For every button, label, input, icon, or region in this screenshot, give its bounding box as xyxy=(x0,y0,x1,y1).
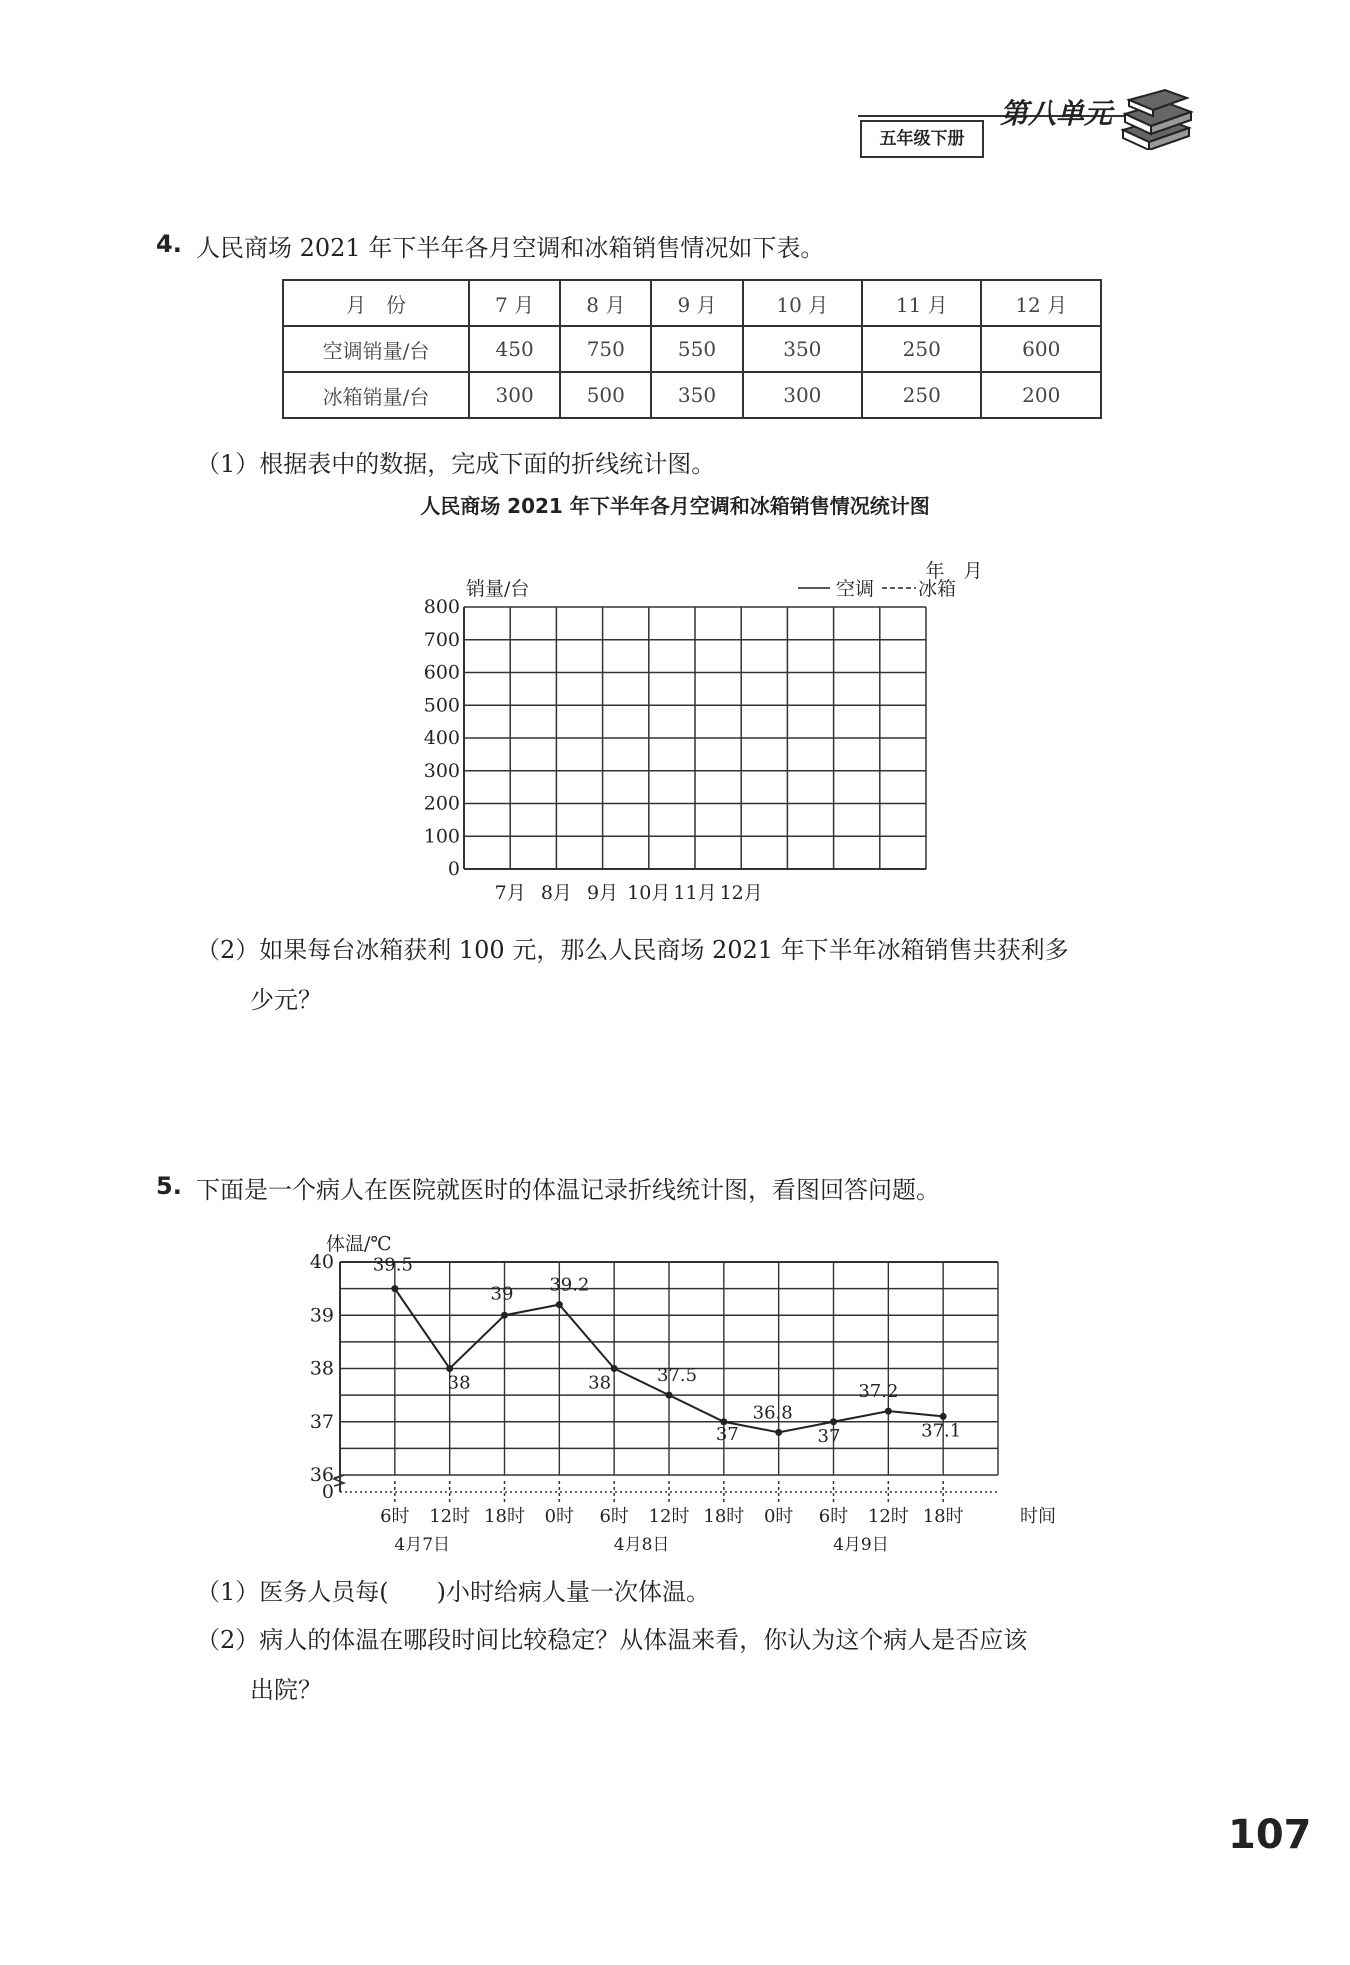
y-tick-label: 39 xyxy=(309,1304,334,1327)
x-tick-label: 0时 xyxy=(544,1506,575,1527)
data-label: 39.5 xyxy=(372,1254,413,1276)
x-tick-label: 0时 xyxy=(763,1506,794,1527)
table-row xyxy=(283,326,1101,372)
q5-sub2-line1: （2）病人的体温在哪段时间比较稳定？从体温来看，你认为这个病人是否应该 xyxy=(196,1626,1028,1654)
data-label: 37 xyxy=(715,1423,739,1445)
data-point xyxy=(830,1418,837,1425)
x-tick-label: 6时 xyxy=(380,1506,410,1527)
table-cell: 8 月 xyxy=(560,280,651,326)
x-tick-label: 11月 xyxy=(673,882,717,904)
legend-label-refrigerator: 冰箱 xyxy=(918,578,957,600)
y-tick-label: 38 xyxy=(309,1357,334,1380)
table-cell: 250 xyxy=(862,326,981,372)
q5-number: 5. xyxy=(156,1172,182,1200)
chart-title: 人民商场 2021 年下半年各月空调和冰箱销售情况统计图 xyxy=(420,494,930,518)
day-label: 4月8日 xyxy=(613,1535,670,1555)
page-number: 107 xyxy=(1228,1812,1312,1858)
data-label: 37.1 xyxy=(921,1420,962,1442)
data-label: 36.8 xyxy=(752,1402,793,1424)
legend-label-air-conditioner: 空调 xyxy=(836,578,875,600)
q5-sub2-line2: 出院？ xyxy=(250,1676,322,1704)
table-cell: 350 xyxy=(743,326,862,372)
table-cell: 600 xyxy=(981,326,1101,372)
data-point xyxy=(556,1301,563,1308)
table-cell: 10 月 xyxy=(743,280,862,326)
y-tick-label: 200 xyxy=(423,792,460,815)
q4-sub1: （1）根据表中的数据，完成下面的折线统计图。 xyxy=(196,450,716,478)
q5-sub1: （1）医务人员每( )小时给病人量一次体温。 xyxy=(196,1578,710,1606)
table-cell: 12 月 xyxy=(981,280,1101,326)
x-tick-label: 12月 xyxy=(719,882,763,904)
y-tick-label: 700 xyxy=(423,628,460,651)
header-unit-title: 第八单元 xyxy=(1000,97,1113,130)
x-tick-label: 7月 xyxy=(494,882,526,904)
q4-sub2-line2: 少元？ xyxy=(250,986,322,1014)
table-cell: 冰箱销量/台 xyxy=(283,372,469,418)
data-label: 37.2 xyxy=(858,1381,899,1403)
x-tick-label: 18时 xyxy=(484,1506,525,1527)
table-cell: 250 xyxy=(862,372,981,418)
books-icon xyxy=(1115,88,1195,150)
q5-text: 下面是一个病人在医院就医时的体温记录折线统计图，看图回答问题。 xyxy=(196,1176,940,1204)
table-cell: 300 xyxy=(469,372,560,418)
table-cell: 550 xyxy=(651,326,742,372)
y-tick-label: 0 xyxy=(321,1481,334,1503)
y-axis-label: 销量/台 xyxy=(466,578,530,600)
table-header-row xyxy=(283,280,1101,326)
y-axis-label: 体温/℃ xyxy=(326,1233,392,1255)
y-tick-label: 300 xyxy=(423,759,460,782)
data-point xyxy=(666,1392,673,1399)
temperature-line-chart xyxy=(280,1222,1060,1572)
x-tick-label: 8月 xyxy=(540,882,572,904)
x-tick-label: 6时 xyxy=(599,1506,629,1527)
y-tick-label: 0 xyxy=(447,858,460,880)
data-label: 38 xyxy=(588,1372,612,1394)
date-label: 年 月 xyxy=(925,560,983,582)
y-tick-label: 40 xyxy=(309,1251,334,1273)
y-tick-label: 800 xyxy=(423,596,460,618)
y-tick-label: 600 xyxy=(423,661,460,684)
data-point xyxy=(885,1408,892,1415)
q4-text: 人民商场 2021 年下半年各月空调和冰箱销售情况如下表。 xyxy=(196,234,825,262)
day-label: 4月7日 xyxy=(394,1535,451,1555)
table-cell: 350 xyxy=(651,372,742,418)
table-cell: 9 月 xyxy=(651,280,742,326)
data-label: 39.2 xyxy=(549,1274,590,1296)
table-cell: 450 xyxy=(469,326,560,372)
x-tick-label: 9月 xyxy=(587,882,619,904)
sales-line-chart xyxy=(400,535,1000,905)
y-tick-label: 37 xyxy=(309,1410,334,1433)
q4-sub2-line1: （2）如果每台冰箱获利 100 元，那么人民商场 2021 年下半年冰箱销售共获利多 xyxy=(196,936,1069,964)
data-label: 37 xyxy=(817,1425,841,1447)
sales-table xyxy=(282,279,1102,419)
table-cell: 300 xyxy=(743,372,862,418)
day-label: 4月9日 xyxy=(833,1535,889,1555)
y-tick-label: 400 xyxy=(423,727,460,749)
data-label: 37.5 xyxy=(657,1365,698,1387)
x-tick-label: 12时 xyxy=(429,1506,471,1527)
data-point xyxy=(446,1365,453,1372)
x-tick-label: 12时 xyxy=(648,1506,690,1527)
table-cell: 200 xyxy=(981,372,1101,418)
table-cell: 空调销量/台 xyxy=(283,326,469,372)
data-point xyxy=(501,1312,508,1319)
y-tick-label: 500 xyxy=(423,694,460,717)
table-cell: 月 份 xyxy=(283,280,469,326)
table-cell: 750 xyxy=(560,326,651,372)
x-tick-label: 10月 xyxy=(627,882,671,904)
x-tick-label: 18时 xyxy=(703,1506,745,1527)
data-point xyxy=(611,1365,618,1372)
data-point xyxy=(940,1413,947,1420)
x-tick-label: 6时 xyxy=(818,1506,849,1527)
table-row xyxy=(283,372,1101,418)
y-tick-label: 36 xyxy=(309,1464,334,1486)
x-tick-label: 18时 xyxy=(922,1506,964,1527)
data-point xyxy=(391,1285,398,1292)
table-cell: 7 月 xyxy=(469,280,560,326)
x-tick-label: 12时 xyxy=(867,1506,909,1527)
data-label: 39 xyxy=(490,1283,514,1305)
y-tick-label: 100 xyxy=(423,825,460,848)
data-label: 38 xyxy=(447,1372,471,1394)
header-grade: 五年级下册 xyxy=(860,120,984,158)
x-axis-label: 时间 xyxy=(1020,1506,1056,1527)
table-cell: 11 月 xyxy=(862,280,981,326)
table-cell: 500 xyxy=(560,372,651,418)
q4-number: 4. xyxy=(156,230,182,258)
axis-break-icon xyxy=(334,1475,344,1486)
data-point xyxy=(775,1429,782,1436)
